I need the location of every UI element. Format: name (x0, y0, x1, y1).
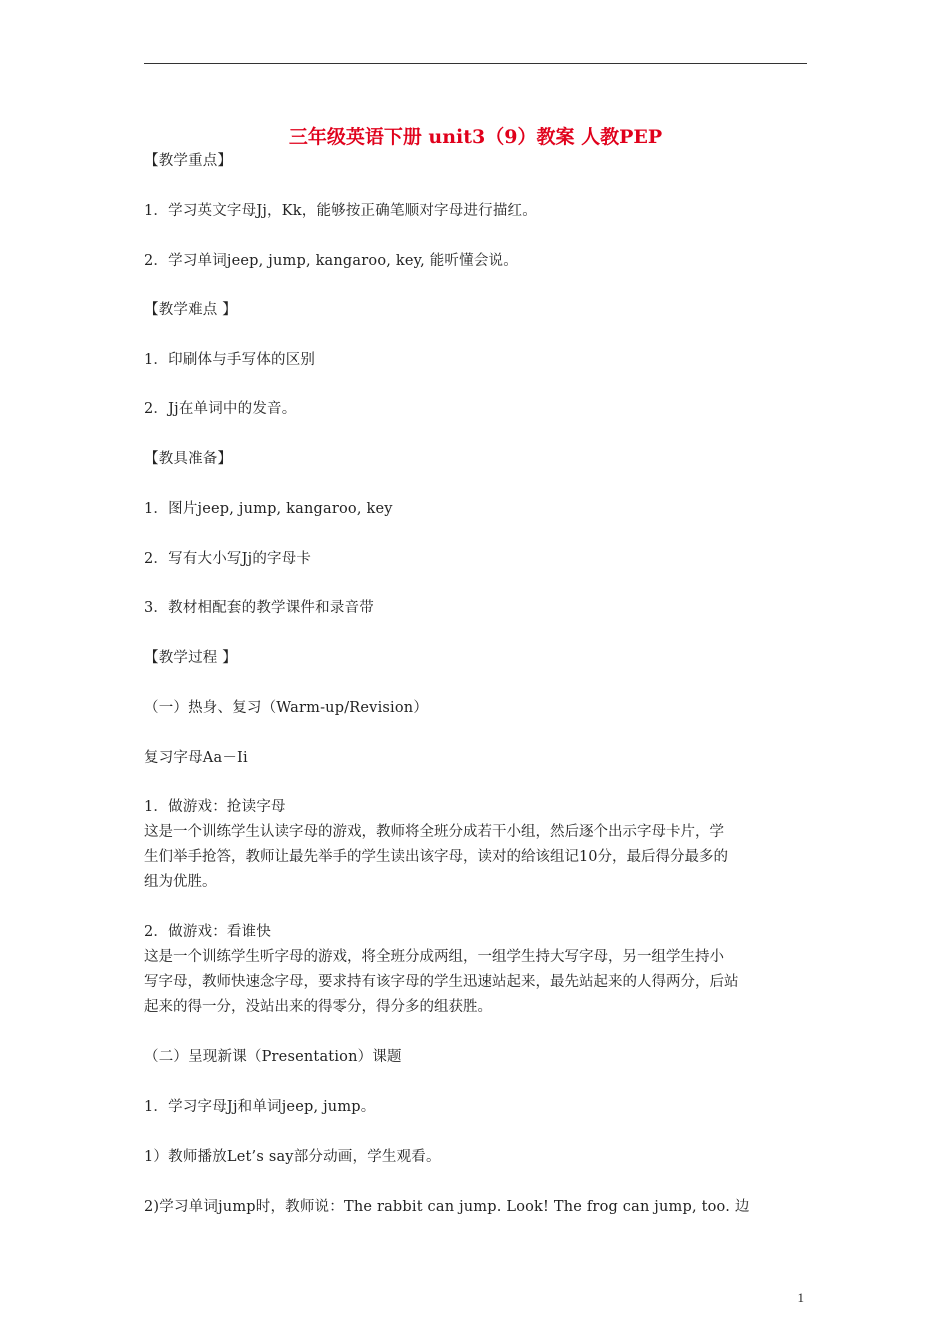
game2-line-3: 起来的得一分，没站出来的得零分，得分多的组获胜。 (144, 999, 492, 1015)
warmup-heading: （一）热身、复习（Warm-up/Revision） (144, 700, 429, 716)
game1-line-2: 生们举手抢答，教师让最先举手的学生读出该字母，读对的给该组记10分，最后得分最多的 (144, 849, 728, 865)
key-point-2: 2．学习单词jeep, jump, kangaroo, key, 能听懂会说。 (144, 253, 518, 269)
game1-title: 1．做游戏：抢读字母 (144, 799, 286, 815)
difficulty-2: 2．Jj在单词中的发音。 (144, 401, 297, 417)
review-letters: 复习字母Aa－Ii (144, 750, 248, 766)
process-heading: 【教学过程 】 (144, 650, 238, 666)
game1-paragraph (144, 820, 807, 895)
document-title: 三年级英语下册 unit3（9）教案 人教PEP (288, 126, 663, 148)
header-rule (144, 63, 807, 64)
material-1: 1．图片jeep, jump, kangaroo, key (144, 501, 393, 517)
game2-line-2: 写字母，教师快速念字母，要求持有该字母的学生迅速站起来，最先站起来的人得两分，后站 (144, 974, 739, 990)
key-points-heading: 【教学重点】 (144, 153, 233, 169)
presentation-heading: （二）呈现新课（Presentation）课题 (144, 1049, 402, 1065)
game1-line-1: 这是一个训练学生认读字母的游戏，教师将全班分成若干小组，然后逐个出示字母卡片，学 (144, 824, 724, 840)
materials-heading: 【教具准备】 (144, 451, 233, 467)
material-3: 3．教材相配套的教学课件和录音带 (144, 600, 374, 616)
game2-line-1: 这是一个训练学生听字母的游戏，将全班分成两组，一组学生持大写字母，另一组学生持小 (144, 949, 724, 965)
difficulty-1: 1．印刷体与手写体的区别 (144, 352, 316, 368)
game1-line-3: 组为优胜。 (144, 874, 217, 890)
step-1-2: 2)学习单词jump时，教师说：The rabbit can jump. Look! The frog can jump, too. 边 (144, 1199, 750, 1215)
page-number: 1 (797, 1290, 804, 1305)
key-point-1: 1．学习英文字母Jj，Kk，能够按正确笔顺对字母进行描红。 (144, 203, 537, 219)
game2-title: 2．做游戏：看谁快 (144, 924, 272, 940)
step-1-1: 1）教师播放Let’s say部分动画，学生观看。 (144, 1149, 441, 1165)
difficulties-heading: 【教学难点 】 (144, 302, 238, 318)
step-1: 1．学习字母Jj和单词jeep, jump。 (144, 1099, 376, 1115)
material-2: 2．写有大小写Jj的字母卡 (144, 551, 312, 567)
game2-paragraph (144, 945, 807, 1020)
